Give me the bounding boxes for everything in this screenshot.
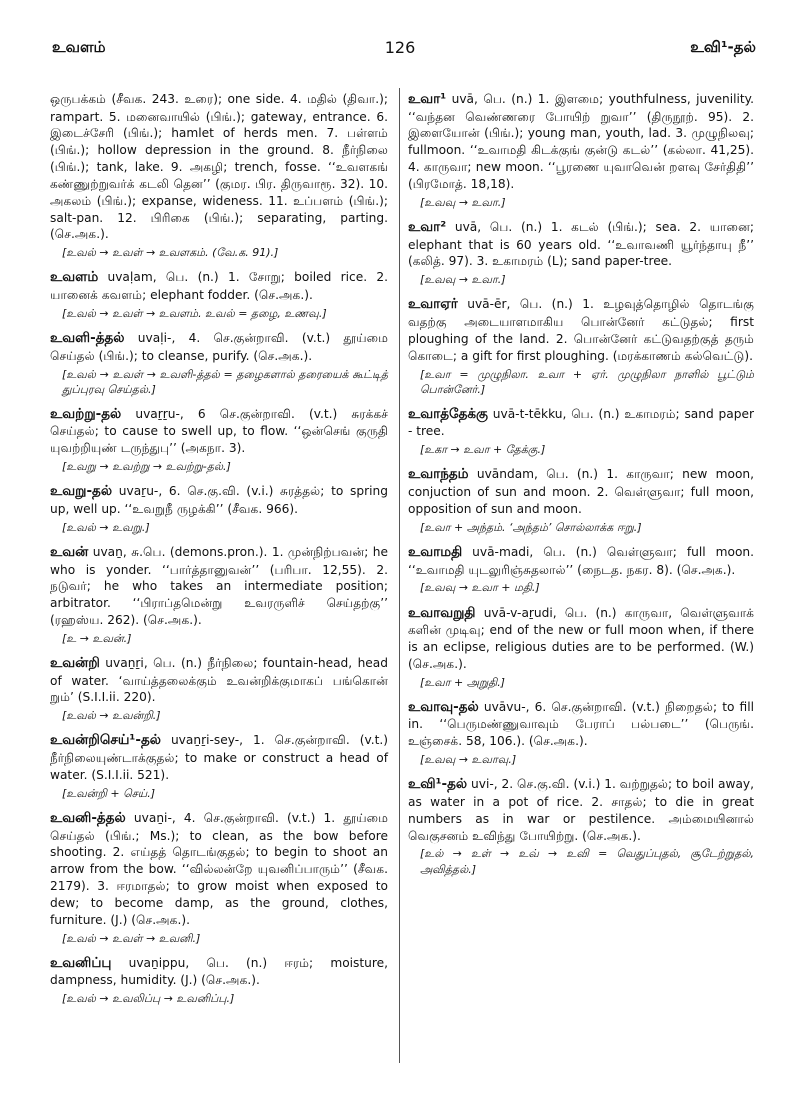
- dictionary-entry: [408, 775, 754, 876]
- entry-headword: உவன்றிசெய்¹-தல்: [50, 732, 161, 749]
- entry-headword: உவாவறுதி: [408, 604, 476, 621]
- entry-definition: ஒருபக்கம் (சீவக. 243. உரை); one side. 4. மதில் (திவா.); rampart. 5. மனைவாயில் (பிங்.); gateway, entrance. 6. இடைச்சேரி (பிங்.); hamlet of herds men. 7. பள்ளம் (பிங்.); hollow depression in the ground. 8. நீர்நிலை (பிங்.); tank, lake. 9. அகழி; trench, fosse. ‘‘உவளகங் கண்ணுற்றுவர்க் கடலி தென’’ (குமர. பிர. திருவாரூ. 32). 10. அகலம் (பிங்.); expanse, wideness. 11. உப்பளம் (பிங்.); salt-pan. 12. பிரிகை (பிங்.); separating, parting. (செ.அக.).: [50, 92, 388, 242]
- dictionary-entry: [408, 295, 754, 396]
- entry-headword: உவனி-த்தல்: [50, 809, 126, 826]
- entry-etymology: [உவல் → உவள் → உவளம். உவல் = தழை, உணவு.]: [62, 306, 327, 320]
- entry-headword: உவா¹: [408, 91, 447, 107]
- column-divider: [399, 88, 400, 1063]
- dictionary-entry: [50, 268, 388, 321]
- entry-definition: uvaḷi-, 4. செ.குன்றாவி. (v.t.) தூய்மை செய்தல் (பிங்.); to cleanse, purify. (செ.அக.).: [50, 331, 389, 363]
- running-head-right: உவி¹-தல்: [690, 38, 756, 56]
- entry-headword: உவனிப்பு: [50, 954, 112, 971]
- entry-etymology: [உகா → உவா + தேக்கு.]: [420, 443, 546, 457]
- entry-definition: uvaṉippu, பெ. (n.) ஈரம்; moisture, dampness, humidity. (J.) (செ.அக.).: [50, 955, 389, 988]
- dictionary-entry: [50, 809, 388, 946]
- entry-etymology: [உவவு → உவா.]: [420, 195, 506, 209]
- entry-etymology: [உவவு → உவாவு.]: [420, 753, 517, 767]
- entry-etymology: [உவவு → உவா.]: [420, 273, 506, 287]
- entry-etymology: [உவன்றி + செய்.]: [62, 786, 156, 800]
- entry-definition: uvāndam, பெ. (n.) 1. காருவா; new moon, conjuction of sun and moon. 2. வெள்ளுவா; full moon, opposition of sun and moon.: [408, 467, 754, 516]
- entry-definition: uvāvu-, 6. செ.குன்றாவி. (v.t.) நிறைதல்; to fill in. ‘‘பெருமண்ணுவாவும் பேராப் பல்படை’’ (பெருங். உஞ்சைக். 58, 106.). (செ.அக.).: [408, 699, 754, 749]
- dictionary-entry: [50, 654, 388, 723]
- running-head-left: உவளம்: [52, 38, 106, 56]
- entry-definition: uvi-, 2. செ.கு.வி. (v.i.) 1. வற்றுதல்; to boil away, as water in a pot of rice. 2. சாதல்; to die in great numbers as in war or pestilence. அம்மையினால் வெகுசனம் உவிந்து போயிற்று. (செ.அக.).: [408, 777, 755, 843]
- dictionary-entry: [50, 482, 388, 535]
- dictionary-entry: [408, 465, 754, 534]
- entry-etymology: [உவறு → உவற்று → உவற்று-தல்.]: [62, 460, 231, 474]
- left-column: [50, 90, 388, 1014]
- dictionary-entry: [408, 405, 754, 458]
- entry-headword: உவன்: [50, 543, 89, 560]
- entry-definition: uvaṉṟi-sey-, 1. செ.குன்றாவி. (v.t.) நீர்நிலையுண்டாக்குதல்; to make or construct a head of water. (S.I.I.ii. 521).: [50, 733, 388, 782]
- dictionary-entry: [408, 604, 754, 690]
- dictionary-entry: [50, 731, 388, 800]
- dictionary-entry: [408, 543, 754, 596]
- dictionary-entry: [50, 90, 388, 260]
- entry-definition: uvā-madi, பெ. (n.) வெள்ளுவா; full moon. ‘‘உவாமதி யுடலுரிஞ்சுதலால்’’ (நைடத. நகர. 8). (செ.அக.).: [408, 544, 754, 577]
- entry-definition: uvaṉṟi, பெ. (n.) நீர்நிலை; fountain-head, head of water. ‘வாய்த்தலைக்கும் உவன்றிக்குமாகப் பங்கொன் றும்’ (S.I.I.ii. 220).: [50, 656, 389, 705]
- entry-etymology: [உவா + அந்தம். ‘அந்தம்’ சொல்லாக்க ஈறு.]: [420, 520, 642, 534]
- entry-headword: உவா²: [408, 218, 447, 235]
- dictionary-entry: [50, 954, 388, 1007]
- entry-headword: உவாஏர்: [408, 296, 458, 313]
- entry-headword: உவளி-த்தல்: [50, 330, 125, 347]
- entry-headword: உவாத்தேக்கு: [408, 405, 488, 422]
- dictionary-entry: [50, 405, 388, 474]
- entry-definition: uvā, பெ. (n.) 1. கடல் (பிங்.); sea. 2. யானை; elephant that is 60 years old. ‘‘உவாவணி யூர்ந்தாயு நீ’’ (கலித். 97). 3. உகாமரம் (L); sand paper-tree.: [408, 219, 754, 269]
- entry-etymology: [உவா = முழுநிலா. உவா + ஏர். முழுநிலா நாளில் பூட்டும் பொன்னேர்.]: [420, 367, 754, 396]
- dictionary-entry: [408, 698, 754, 767]
- entry-etymology: [உவா + அறுதி.]: [420, 675, 505, 689]
- entry-etymology: [உல் → உள் → உவ் → உவி = வெதுப்புதல், சூடேற்றுதல், அவித்தல்.]: [420, 847, 754, 876]
- entry-headword: உவாந்தம்: [408, 466, 469, 483]
- entry-definition: uvaṉ, சு.பெ. (demons.pron.). 1. முன்நிற்பவன்; he who is yonder. ‘‘பார்த்தானுவன்’’ (பரிபா. 12,55). 2. நடுவர்; he who takes an intermediate position; arbitrator. ‘‘பிராப்தமென்று உவரருளிச் செய்தற்கு’’ (ரஹஸ்ய. 262). (செ.அக.).: [50, 544, 388, 628]
- entry-etymology: [உவவு → உவா + மதி.]: [420, 581, 540, 595]
- entry-etymology: [உ → உவன்.]: [62, 631, 132, 645]
- entry-headword: உவறு-தல்: [50, 483, 113, 500]
- entry-etymology: [உவல் → உவன்றி.]: [62, 709, 161, 723]
- entry-definition: uvaḷam, பெ. (n.) 1. சோறு; boiled rice. 2. யானைக் கவளம்; elephant fodder. (செ.அக.).: [50, 270, 388, 303]
- dictionary-entry: [408, 218, 754, 287]
- entry-definition: uvaṟṟu-, 6 செ.குன்றாவி. (v.t.) சுரக்கச் செய்தல்; to cause to swell up, to flow. ‘‘ஒன்செங் குருதி யுவற்றியுண் டருந்துபு’’ (அகநா. 3).: [50, 406, 388, 456]
- dictionary-entry: [408, 90, 754, 210]
- entry-headword: உவாவு-தல்: [408, 698, 479, 715]
- entry-headword: உவளம்: [50, 269, 99, 286]
- entry-etymology: [உவல் → உவறு.]: [62, 520, 150, 534]
- entry-etymology: [உவல் → உவலிப்பு → உவனிப்பு.]: [62, 992, 235, 1006]
- entry-definition: uvā-t-tēkku, பெ. (n.) உகாமரம்; sand paper - tree.: [408, 406, 755, 439]
- entry-headword: உவாமதி: [408, 543, 463, 560]
- entry-definition: uvā-ēr, பெ. (n.) 1. உழவுத்தொழில் தொடங்கு வதற்கு அடையாளமாகிய பொன்னேர் கட்டுதல்; first ploughing of the land. 2. பொன்னேர் கட்டுவதற்குத் தரும் கொடை; a gift for first ploughing. (மரக்காணம் கல்வெட்டு).: [408, 297, 754, 363]
- entry-headword: உவன்றி: [50, 655, 100, 672]
- entry-definition: uvaṉi-, 4. செ.குன்றாவி. (v.t.) 1. தூய்மை செய்தல் (பிங்.; Ms.); to clean, as the bow before shooting. 2. எய்தத் தொடங்குதல்; to begin to shoot an arrow from the bow. ‘‘வில்லன்றே யுவனிப்பாரும்’’ (சீவக. 2179). 3. ஈரமாதல்; to grow moist when exposed to dew; to become damp, as the ground, clothes, furniture. (J.) (செ.அக.).: [50, 810, 388, 927]
- entry-etymology: [உவல் → உவள் → உவளகம். (வே.க. 91).]: [62, 246, 279, 260]
- entry-etymology: [உவல் → உவள் → உவனி.]: [62, 931, 201, 945]
- entry-definition: uvā-v-aṟudi, பெ. (n.) காருவா, வெள்ளுவாக் களின் முடிவு; end of the new or full moon when, if there is an eclipse, religious duties are to be performed. (W.) (செ.அக.).: [408, 605, 754, 671]
- entry-headword: உவி¹-தல்: [408, 776, 468, 793]
- right-column: [408, 90, 754, 885]
- entry-headword: உவற்று-தல்: [50, 405, 122, 422]
- entry-definition: uvā, பெ. (n.) 1. இளமை; youthfulness, juvenility. ‘‘வந்தன வெண்ணரை போயிற் றுவா’’ (திருநூற். 95). 2. இளையோன் (பிங்.); young man, youth, lad. 3. முழுநிலவு; fullmoon. ‘‘உவாமதி கிடக்குங் குன்டு கடல்’’ (கல்லா. 41,25). 4. காருவா; new moon. ‘‘பூரணை யுவாவென் றளவு சேர்திதி’’ (பிரமோத். 18,18).: [408, 92, 755, 191]
- page-number: 126: [384, 38, 416, 57]
- dictionary-entry: [50, 543, 388, 646]
- entry-etymology: [உவல் → உவள் → உவளி-த்தல் = தழைகளால் தரையைக் கூட்டித் துப்புரவு செய்தல்.]: [62, 367, 388, 396]
- entry-definition: uvaṟu-, 6. செ.கு.வி. (v.i.) சுரத்தல்; to spring up, well up. ‘‘உவறுநீ ருழக்கி’’ (சீவக. 966).: [50, 484, 389, 516]
- dictionary-entry: [50, 329, 388, 397]
